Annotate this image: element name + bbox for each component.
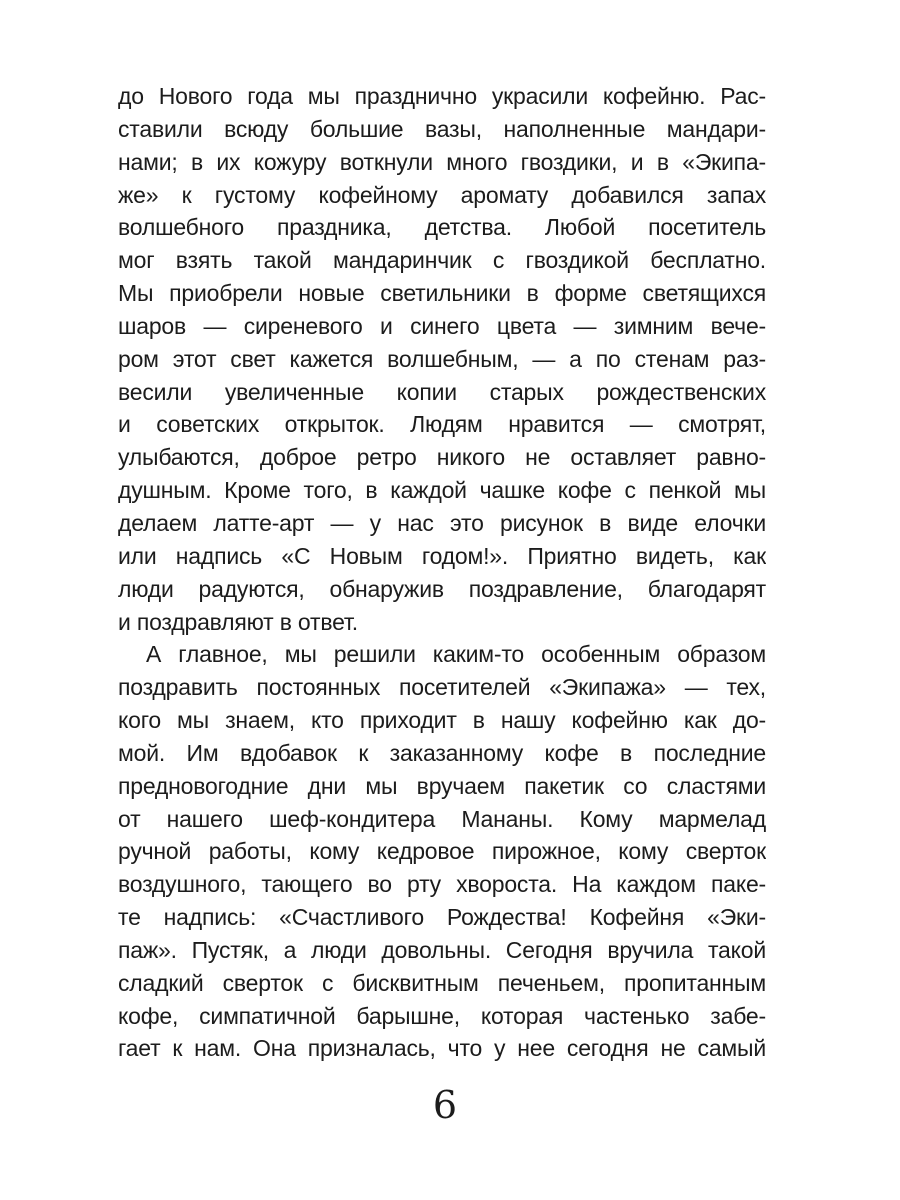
body-text bbox=[118, 80, 766, 1065]
text-line: ром этот свет кажется волшебным, — а по стенам раз- bbox=[118, 345, 766, 372]
text-line: ставили всюду большие вазы, наполненные мандари- bbox=[118, 115, 766, 142]
text-line: воздушного, тающего во рту хвороста. На каждом паке- bbox=[118, 871, 766, 898]
text-line: мог взять такой мандаринчик с гвоздикой бесплатно. bbox=[118, 247, 766, 274]
text-line: и поздравляют в ответ. bbox=[118, 608, 358, 635]
text-line: и советских открыток. Людям нравится — смотрят, bbox=[118, 411, 766, 438]
text-line: предновогодние дни мы вручаем пакетик со сластями bbox=[118, 772, 766, 799]
text-line: сладкий сверток с бисквитным печеньем, пропитанным bbox=[118, 969, 766, 996]
text-line: поздравить постоянных посетителей «Экипажа» — тех, bbox=[118, 674, 766, 701]
text-line: волшебного праздника, детства. Любой посетитель bbox=[118, 214, 766, 241]
paragraph-2 bbox=[118, 638, 766, 1065]
text-line: гает к нам. Она призналась, что у нее сегодня не самый bbox=[118, 1035, 766, 1062]
page-number: 6 bbox=[432, 1083, 458, 1127]
text-line: А главное, мы решили каким-то особенным образом bbox=[146, 641, 766, 668]
text-line: кофе, симпатичной барышне, которая частенько забе- bbox=[118, 1002, 766, 1029]
text-line: делаем латте-арт — у нас это рисунок в виде елочки bbox=[118, 509, 766, 536]
text-line: шаров — сиреневого и синего цвета — зимним вече- bbox=[118, 312, 766, 339]
text-line: душным. Кроме того, в каждой чашке кофе с пенкой мы bbox=[118, 477, 766, 504]
text-line: ручной работы, кому кедровое пирожное, кому сверток bbox=[118, 838, 766, 865]
text-line: весили увеличенные копии старых рождественских bbox=[118, 378, 766, 405]
text-line: нами; в их кожуру воткнули много гвоздики, и в «Экипа- bbox=[118, 148, 766, 175]
text-line: или надпись «С Новым годом!». Приятно видеть, как bbox=[118, 542, 766, 569]
text-line: Мы приобрели новые светильники в форме светящихся bbox=[118, 280, 766, 307]
text-line: паж». Пустяк, а люди довольны. Сегодня вручила такой bbox=[118, 936, 766, 963]
text-line: от нашего шеф-кондитера Мананы. Кому мармелад bbox=[118, 805, 766, 832]
text-line: люди радуются, обнаружив поздравление, благодарят bbox=[118, 575, 766, 602]
paragraph-1 bbox=[118, 80, 766, 638]
text-line: те надпись: «Счастливого Рождества! Кофейня «Эки- bbox=[118, 904, 766, 931]
text-line: улыбаются, доброе ретро никого не оставляет равно- bbox=[118, 444, 766, 471]
text-line: мой. Им вдобавок к заказанному кофе в последние bbox=[118, 739, 766, 766]
text-line: до Нового года мы празднично украсили кофейню. Рас- bbox=[118, 83, 766, 109]
text-line: кого мы знаем, кто приходит в нашу кофейню как до- bbox=[118, 707, 766, 734]
text-line: же» к густому кофейному аромату добавился запах bbox=[118, 181, 766, 208]
